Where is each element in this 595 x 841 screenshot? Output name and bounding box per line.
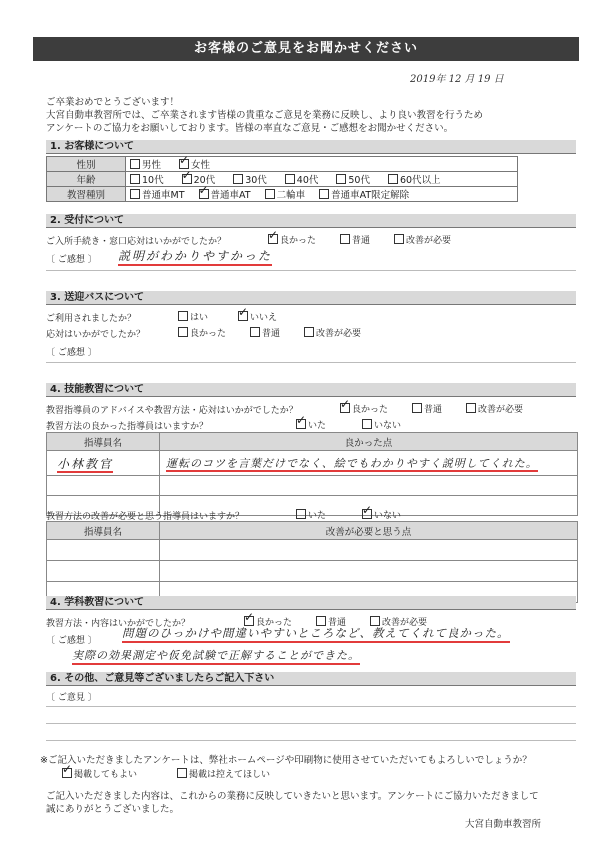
option-label: 良かった (280, 236, 317, 246)
option-label: 普通 (424, 405, 443, 415)
intro-text (46, 96, 586, 135)
option-label: 20代 (193, 175, 216, 186)
publish-question: ※ご記入いただきましたアンケートは、弊社ホームページや印刷物に使用させていただいてもよろしいでしょうか？ (40, 755, 532, 766)
option-label: いない (374, 511, 402, 521)
option[interactable] (412, 402, 442, 415)
checkbox-icon[interactable] (388, 174, 398, 184)
checkbox-icon[interactable] (233, 174, 243, 184)
option[interactable] (394, 233, 451, 246)
options-age (126, 172, 518, 187)
rule (46, 362, 576, 363)
improve-instructor-table (46, 521, 578, 603)
option-label: 普通車MT (142, 190, 185, 201)
reception-options (268, 233, 475, 246)
option-label: 良かった (256, 618, 293, 628)
reception-comment[interactable]: 説明がわかりやすかった (118, 247, 272, 266)
option-label: 10代 (142, 175, 164, 186)
checked-checkbox-icon[interactable] (62, 768, 72, 778)
option-label: 掲載は控えてほしい (189, 770, 271, 780)
comment-label: 〔 ご感想 〕 (46, 348, 97, 358)
row-label: 年齢 (47, 172, 126, 187)
rule (46, 723, 576, 724)
checkbox-icon[interactable] (178, 311, 188, 321)
checkbox-icon[interactable] (412, 403, 422, 413)
option-label: 女性 (191, 160, 211, 171)
customer-table (46, 156, 518, 202)
option[interactable] (285, 172, 319, 186)
option[interactable] (296, 508, 326, 521)
option-label: いいえ (250, 313, 278, 323)
skill-q3-options (296, 508, 437, 521)
checkbox-icon[interactable] (336, 174, 346, 184)
option[interactable] (178, 310, 208, 323)
checkbox-icon[interactable] (130, 159, 140, 169)
skill-q1-options (340, 402, 547, 415)
option[interactable] (336, 172, 370, 186)
checkbox-icon[interactable] (285, 174, 295, 184)
option[interactable] (238, 310, 277, 323)
option-label: 普通車AT (210, 190, 251, 201)
publish-options (62, 767, 310, 780)
checkbox-icon[interactable] (319, 189, 329, 199)
survey-title: お客様のご意見をお聞かせください (33, 37, 579, 61)
bus-q1: ご利用されましたか？ (46, 314, 137, 324)
good-instructor-table (46, 432, 578, 516)
option-label: 普通 (352, 236, 371, 246)
option[interactable] (265, 187, 306, 201)
option-label: 普通 (328, 618, 347, 628)
option[interactable] (130, 187, 185, 201)
checked-checkbox-icon[interactable] (199, 189, 209, 199)
option-label: いない (374, 421, 402, 431)
option-label: 普通 (262, 329, 281, 339)
option-label: いた (308, 511, 327, 521)
academic-comment-2[interactable]: 実際の効果測定や仮免試験で正解することができた。 (72, 647, 360, 665)
checked-checkbox-icon[interactable] (182, 174, 192, 184)
col-header: 良かった点 (160, 433, 578, 451)
option[interactable] (388, 172, 441, 186)
checked-checkbox-icon[interactable] (238, 311, 248, 321)
reception-question: ご入所手続き・窓口応対はいかがでしたか？ (46, 237, 227, 247)
option-label: 改善が必要 (316, 329, 362, 339)
checkbox-icon[interactable] (178, 327, 188, 337)
comment-label: 〔 ご感想 〕 (46, 255, 97, 265)
comment-label: 〔 ご感想 〕 (46, 636, 97, 646)
option-label: 改善が必要 (478, 405, 524, 415)
option[interactable] (130, 172, 164, 186)
option-label: 普通車AT限定解除 (331, 190, 410, 201)
rule (46, 740, 576, 741)
option[interactable] (296, 418, 326, 431)
row-label: 教習種別 (47, 187, 126, 202)
checkbox-icon[interactable] (250, 327, 260, 337)
option[interactable] (177, 767, 270, 780)
good-point[interactable]: 運転のコツを言葉だけでなく、絵でもわかりやすく説明してくれた。 (166, 457, 538, 470)
option-label: 男性 (142, 160, 162, 171)
checked-checkbox-icon[interactable] (268, 234, 278, 244)
option[interactable] (362, 508, 401, 521)
option-label: いた (308, 421, 327, 431)
academic-comment-1[interactable]: 問題のひっかけや間違いやすいところなど、教えてくれて良かった。 (122, 625, 510, 643)
option-label: 掲載してもよい (74, 770, 138, 780)
checkbox-icon[interactable] (177, 768, 187, 778)
section-header-customer: 1. お客様について (46, 140, 576, 154)
comment-label: 〔 ご意見 〕 (46, 693, 97, 703)
option-label: 改善が必要 (382, 618, 428, 628)
checkbox-icon[interactable] (340, 234, 350, 244)
instructor-name[interactable]: 小林教官 (57, 456, 114, 471)
checkbox-icon[interactable] (265, 189, 275, 199)
option[interactable] (62, 767, 137, 780)
bus-q2: 応対はいかがでしたか？ (46, 330, 146, 340)
skill-q2: 教習方法の良かった指導員はいますか？ (46, 422, 209, 432)
option-label: 60代以上 (399, 175, 441, 186)
checkbox-icon[interactable] (296, 509, 306, 519)
option-label: 50代 (348, 175, 370, 186)
section-header-other: 6. その他、ご意見等ございましたらご記入下さい (46, 672, 576, 686)
checkbox-icon[interactable] (130, 174, 140, 184)
option-label: 40代 (296, 175, 319, 186)
section-header-academic: 4. 学科教習について (46, 596, 576, 610)
checkbox-icon[interactable] (394, 234, 404, 244)
option[interactable] (340, 402, 388, 415)
checkbox-icon[interactable] (130, 189, 140, 199)
option-label: 二輪車 (276, 190, 306, 201)
section-header-skill: 4. 技能教習について (46, 383, 576, 397)
intro-line: ご卒業おめでとうございます！ (46, 97, 180, 108)
rule (46, 270, 576, 271)
checked-checkbox-icon[interactable] (340, 403, 350, 413)
option[interactable] (130, 157, 161, 171)
option-label: 良かった (190, 329, 227, 339)
option-label: 30代 (245, 175, 267, 186)
option-label: 改善が必要 (406, 236, 452, 246)
option[interactable] (340, 233, 370, 246)
academic-question: 教習方法・内容はいかがでしたか？ (46, 619, 191, 629)
col-header: 指導員名 (47, 433, 160, 451)
option-label: 良かった (352, 405, 389, 415)
checked-checkbox-icon[interactable] (362, 509, 372, 519)
option[interactable] (466, 402, 523, 415)
company-name: 大宮自動車教習所 (465, 819, 542, 830)
checkbox-icon[interactable] (466, 403, 476, 413)
option[interactable] (362, 418, 401, 431)
option[interactable] (199, 187, 251, 201)
thanks-line-2: 誠にありがとうございました。 (46, 804, 180, 815)
bus-q1-options (178, 310, 307, 323)
checked-checkbox-icon[interactable] (296, 419, 306, 429)
checkbox-icon[interactable] (304, 327, 314, 337)
option[interactable] (250, 326, 280, 339)
options-course (126, 187, 518, 202)
bus-q2-options (178, 326, 385, 339)
skill-q2-options (296, 418, 437, 431)
option[interactable] (268, 233, 316, 246)
option[interactable] (178, 326, 226, 339)
section-header-bus: 3. 送迎バスについて (46, 291, 576, 305)
rule (46, 706, 576, 707)
intro-line: 大宮自動車教習所では、ご卒業されます皆様の貴重なご意見を業務に反映し、より良い教習を行うため (46, 110, 484, 121)
option[interactable] (233, 172, 267, 186)
skill-q1: 教習指導員のアドバイスや教習方法・応対はいかがでしたか？ (46, 406, 298, 416)
skill-q3: 教習方法の改善が必要と思う指導員はいますか？ (46, 512, 245, 522)
date-field[interactable]: 2019年 12 月 19 日 (410, 74, 504, 85)
thanks-line-1: ご記入いただきました内容は、これからの業務に反映していきたいと思います。アンケートにご協力いただきまして (46, 791, 539, 802)
intro-line: アンケートのご協力をお願いしております。皆様の率直なご意見・ご感想をお聞かせください。 (46, 123, 454, 134)
col-header: 指導員名 (47, 522, 160, 540)
checkbox-icon[interactable] (362, 419, 372, 429)
col-header: 改善が必要と思う点 (160, 522, 578, 540)
section-header-reception: 2. 受付について (46, 214, 576, 228)
option[interactable] (319, 187, 409, 201)
option[interactable] (304, 326, 361, 339)
option-label: はい (190, 313, 209, 323)
row-label: 性別 (47, 157, 126, 172)
